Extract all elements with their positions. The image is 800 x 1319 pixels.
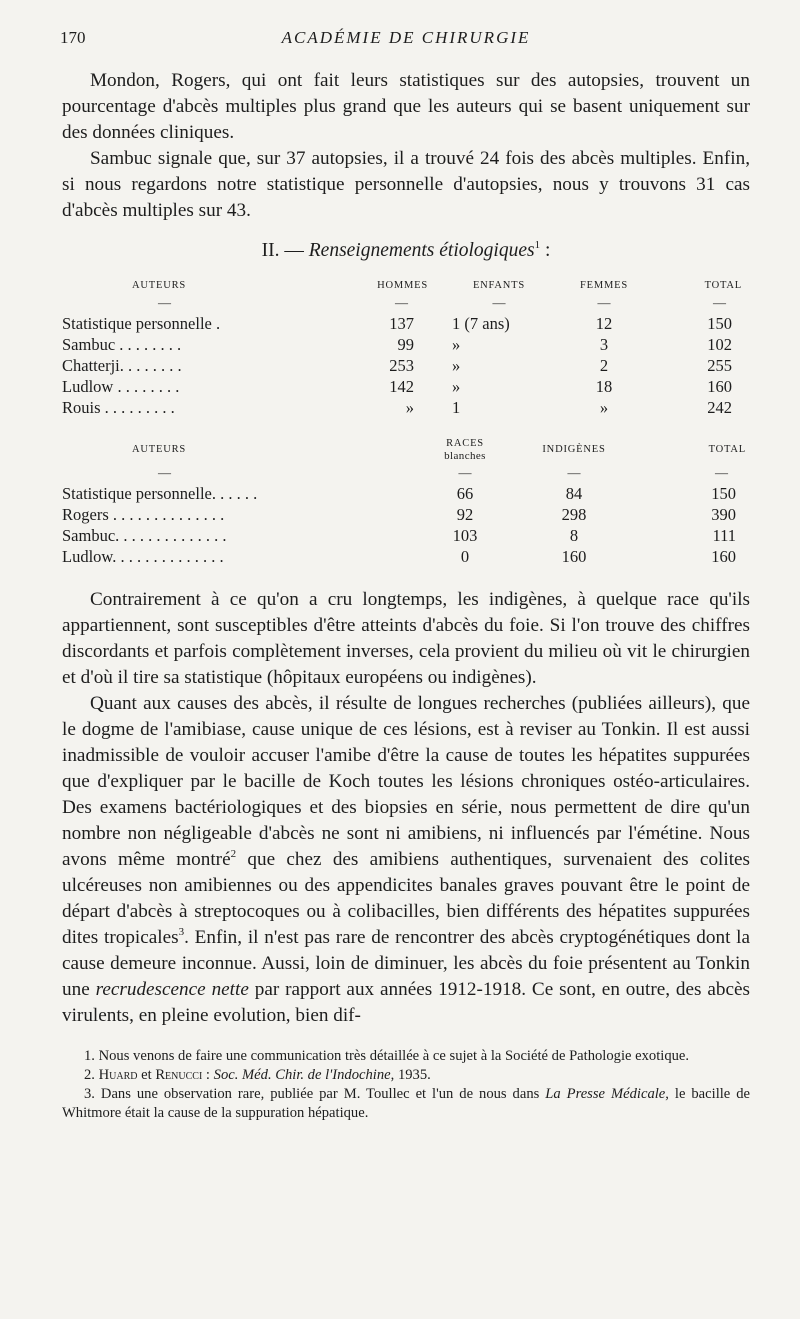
- paragraph-4-part-d: par rapport aux années 1912-1918. Ce sont, en outre, des abcès virulents, en pleine evolution, bien dif-: [62, 979, 750, 1026]
- cell-enfants: 1 (7 ans): [452, 314, 510, 333]
- table-dash-row: [62, 292, 750, 313]
- table-header-row: [62, 280, 750, 292]
- section-heading: [62, 240, 750, 262]
- col-indigenes: INDIGÈNES: [542, 444, 606, 455]
- cell-auteur: [62, 313, 350, 334]
- col-auteurs: AUTEURS: [132, 280, 187, 291]
- footnote-2-et: et: [137, 1067, 156, 1083]
- cell-auteur: [62, 376, 350, 397]
- author-name: Ludlow: [62, 547, 113, 566]
- col-hommes: HOMMES: [377, 280, 428, 291]
- dot-leader: .: [211, 314, 221, 333]
- section-suffix: :: [540, 240, 551, 261]
- dot-leader: . . . . . . . . . . . . . .: [112, 547, 224, 566]
- cell-enfants: »: [452, 356, 461, 375]
- cell-femmes: 18: [595, 377, 613, 396]
- footnote-2-sep: :: [202, 1067, 214, 1083]
- dot-leader: . . . . . . . .: [119, 356, 182, 375]
- dash: —: [158, 295, 171, 310]
- author-name: Statistique personnelle: [62, 314, 212, 333]
- cell-total: 102: [707, 335, 732, 354]
- author-name: Statistique personnelle: [62, 484, 212, 503]
- author-name: Sambuc: [62, 526, 116, 545]
- footnote-3: [62, 1085, 750, 1123]
- cell-enfants: »: [452, 377, 461, 396]
- author-name: Chatterji: [62, 356, 120, 375]
- table-row: [62, 334, 750, 355]
- dash: —: [713, 295, 726, 310]
- cell-total: 160: [711, 547, 736, 566]
- table-sex-distribution: [62, 280, 750, 418]
- author-name: Sambuc: [62, 335, 116, 354]
- footnote-2-year: , 1935.: [390, 1067, 431, 1083]
- cell-auteur: [62, 525, 430, 546]
- cell-auteur: [62, 483, 430, 504]
- emphasis-recrudescence: recrudescence nette: [95, 979, 249, 1000]
- cell-blanches: 0: [460, 547, 470, 566]
- table-row: [62, 376, 750, 397]
- page: [62, 28, 750, 1123]
- cell-femmes: 2: [599, 356, 609, 375]
- cell-hommes: 253: [389, 356, 414, 375]
- cell-total: 150: [707, 314, 732, 333]
- dot-leader: . . . . . . . .: [115, 335, 182, 354]
- dot-leader: . . . . . .: [211, 484, 258, 503]
- col-races-sub: blanches: [444, 450, 486, 462]
- cell-indigenes: 160: [561, 547, 587, 566]
- cell-enfants: »: [452, 335, 461, 354]
- dash: —: [395, 295, 408, 310]
- footnote-ref-2: 2: [230, 848, 237, 860]
- table-row: [62, 355, 750, 376]
- col-races: [430, 438, 500, 462]
- col-races-label: RACES: [446, 438, 484, 449]
- running-title: ACADÉMIE DE CHIRURGIE: [281, 28, 531, 47]
- footnote-2-number: 2.: [84, 1067, 99, 1083]
- cell-auteur: [62, 397, 350, 418]
- table-row: [62, 313, 750, 334]
- author-name: Rouis: [62, 398, 101, 417]
- col-total: TOTAL: [708, 444, 746, 455]
- table-row: [62, 397, 750, 418]
- page-header: [62, 28, 750, 58]
- cell-hommes: »: [405, 398, 414, 417]
- paragraph-3: Contrairement à ce qu'on a cru longtemps, les indigènes, à quelque race qu'ils appartiennent, sont susceptibles d'être atteints d'abcès du foie. Si l'on trouve des chiffres discordants et parfois complètement inverses, cela provient du milieu où vit le chirurgien et d'où il tire sa statistique (hôpitaux européens ou indigènes).: [62, 589, 750, 688]
- paragraph-4-part-b: que chez des amibiens authentiques, survenaient des colites ulcéreuses non amibiennes ou des appendicites banales graves pouvant être le point de départ d'abcès à streptocoques ou à colibacilles, bien différents des hépatites suppurées dites tropicales: [62, 849, 751, 948]
- col-auteurs: AUTEURS: [132, 444, 187, 455]
- author-name: Rogers: [62, 505, 109, 524]
- cell-indigenes: 8: [569, 526, 579, 545]
- cell-blanches: 103: [452, 526, 478, 545]
- dash: —: [492, 295, 506, 310]
- footnote-ref-1: 1: [534, 239, 541, 251]
- author-name: Ludlow: [62, 377, 114, 396]
- table-row: [62, 483, 750, 504]
- footnote-3-part-b: , le bacille de Whitmore était la cause de la suppuration hépatique.: [62, 1086, 751, 1121]
- footnote-1: 1. Nous venons de faire une communication très détaillée à ce sujet à la Société de Pathologie exotique.: [84, 1048, 690, 1064]
- footnote-3-part-a: 3. Dans une observation rare, publiée par M. Toullec et l'un de nous dans: [84, 1086, 546, 1102]
- col-enfants: ENFANTS: [472, 280, 526, 291]
- cell-hommes: 137: [389, 314, 414, 333]
- table-race-distribution: [62, 438, 750, 567]
- dash: —: [158, 465, 171, 480]
- cell-femmes: »: [599, 398, 609, 417]
- dash: —: [458, 465, 472, 480]
- footnotes: [62, 1047, 750, 1123]
- footnote-2: [62, 1066, 750, 1085]
- cell-total: 160: [707, 377, 732, 396]
- dash: —: [715, 465, 728, 480]
- table-row: [62, 546, 750, 567]
- paragraph-4-part-a: Quant aux causes des abcès, il résulte de longues recherches (publiées ailleurs), que le dogme de l'amibiase, cause unique de ces lésions, est à reviser au Tonkin. Il est aussi inadmissible de vouloir accuser l'amibe d'être la cause de toutes les hépatites suppurées que d'expliquer par le bacille de Koch toutes les lésions chroniques ostéo-articulaires. Des examens bactériologiques et des biopsies en série, nous permettent de dire qu'un nombre non négligeable d'abcès ne sont ni amibiens, ni influencés par l'émétine. Nous avons même montré: [62, 693, 750, 870]
- cell-indigenes: 298: [561, 505, 587, 524]
- col-total: TOTAL: [704, 280, 742, 291]
- footnote-2-journal: Soc. Méd. Chir. de l'Indochine: [213, 1067, 391, 1083]
- table-row: [62, 525, 750, 546]
- cell-auteur: [62, 546, 430, 567]
- cell-hommes: 142: [389, 377, 414, 396]
- table-dash-row: [62, 462, 750, 483]
- cell-total: 242: [707, 398, 732, 417]
- footnote-2-author-2: Renucci: [155, 1067, 203, 1083]
- cell-enfants: 1: [452, 398, 461, 417]
- section-number: II. —: [261, 240, 304, 261]
- cell-indigenes: 84: [565, 484, 583, 503]
- cell-total: 150: [711, 484, 736, 503]
- footnote-3-journal: La Presse Médicale: [545, 1086, 666, 1102]
- table-row: [62, 504, 750, 525]
- cell-femmes: 12: [595, 314, 613, 333]
- col-femmes: FEMMES: [580, 280, 628, 291]
- table-header-row: [62, 438, 750, 462]
- cell-blanches: 92: [456, 505, 474, 524]
- dash: —: [597, 295, 611, 310]
- dot-leader: . . . . . . . . .: [100, 398, 175, 417]
- paragraph-1: Mondon, Rogers, qui ont fait leurs statistiques sur des autopsies, trouvent un pourcentage d'abcès multiples plus grand que les auteurs qui se basent uniquement sur des données cliniques.: [62, 70, 750, 143]
- footnote-ref-3: 3: [178, 926, 185, 938]
- cell-auteur: [62, 504, 430, 525]
- dot-leader: . . . . . . . . . . . . . .: [115, 526, 227, 545]
- cell-total: 255: [707, 356, 732, 375]
- dot-leader: . . . . . . . .: [113, 377, 180, 396]
- dot-leader: . . . . . . . . . . . . . .: [108, 505, 225, 524]
- footnote-2-author-1: Huard: [98, 1067, 138, 1083]
- dash: —: [567, 465, 581, 480]
- cell-total: 111: [712, 526, 736, 545]
- cell-blanches: 66: [456, 484, 474, 503]
- section-title: Renseignements étiologiques: [308, 240, 535, 261]
- paragraph-4: [62, 691, 750, 1029]
- cell-femmes: 3: [599, 335, 609, 354]
- cell-auteur: [62, 334, 350, 355]
- paragraph-4-part-c: . Enfin, il n'est pas rare de rencontrer des abcès cryptogénétiques dont la cause demeure inconnue. Aussi, loin de diminuer, les abcès du foie présentent au Tonkin une: [62, 927, 751, 1000]
- cell-hommes: 99: [397, 335, 414, 354]
- cell-total: 390: [711, 505, 736, 524]
- cell-auteur: [62, 355, 350, 376]
- paragraph-2: Sambuc signale que, sur 37 autopsies, il a trouvé 24 fois des abcès multiples. Enfin, si nous regardons notre statistique personnelle d'autopsies, nous y trouvons 31 cas d'abcès multiples sur 43.: [62, 148, 750, 221]
- page-number: 170: [60, 28, 86, 47]
